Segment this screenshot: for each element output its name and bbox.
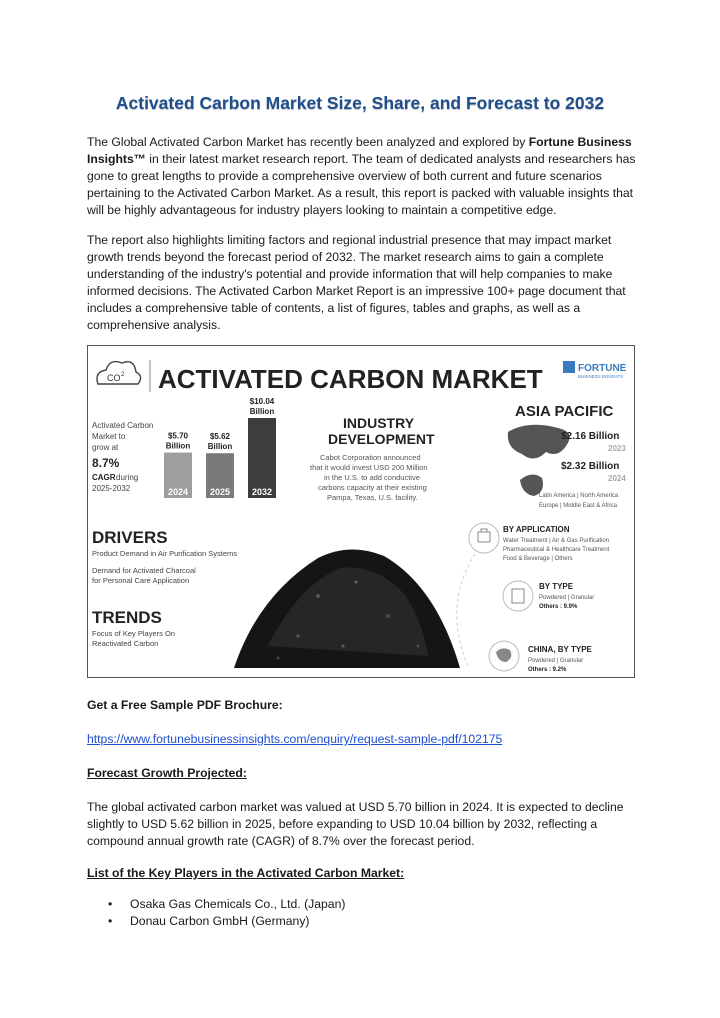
sample-label: Get a Free Sample PDF Brochure: xyxy=(87,698,283,712)
trends-title: TRENDS xyxy=(92,608,162,627)
growth-line-3: grow at xyxy=(92,443,119,452)
trends-item-2: Reactivated Carbon xyxy=(92,639,159,648)
application-item-1: Water Treatment | Air & Gas Purification xyxy=(503,538,610,544)
sample-pdf-link[interactable]: https://www.fortunebusinessinsights.com/enquiry/request-sample-pdf/102175 xyxy=(87,732,503,746)
bar-year-label: 2032 xyxy=(251,487,273,497)
bar-unit-label: Billion xyxy=(207,442,233,452)
industry-title-2: DEVELOPMENT xyxy=(328,431,435,447)
bar-unit-label: Billion xyxy=(165,441,191,451)
drivers-item-2a: Demand for Activated Charcoal xyxy=(92,566,196,575)
region-title: ASIA PACIFIC xyxy=(515,403,614,420)
drivers-item-2b: for Personal Care Application xyxy=(92,576,190,585)
china-title: CHINA, BY TYPE xyxy=(528,645,592,654)
type-title: BY TYPE xyxy=(539,582,574,591)
type-segment xyxy=(503,581,594,611)
type-item-2: Others : 9.9% xyxy=(539,604,578,610)
page-title: Activated Carbon Market Size, Share, and Forecast to 2032 xyxy=(115,93,605,113)
cagr-label: CAGR xyxy=(92,473,116,482)
intro-paragraph-1 xyxy=(87,134,637,219)
china-segment xyxy=(489,641,593,673)
growth-line-2: Market to xyxy=(92,432,126,441)
intro-text-b: in their latest market research report. The team of dedicated analysts and researchers has gone to great lengths to provide a comprehensive overview of both current and future scenarios pertaining to the Activated Carbon Market. As a result, this report is packed with valuable insights that will be highly advantageous for industry players looking to maintain a competitive edge. xyxy=(87,152,636,217)
industry-text-2: that it would invest USD 200 Million xyxy=(310,463,428,472)
forecast-label: Forecast Growth Projected: xyxy=(87,766,247,780)
industry-text-1: Cabot Corporation announced xyxy=(320,453,421,462)
market-infographic xyxy=(87,345,635,678)
publisher-name: Fortune Business Insights™ xyxy=(87,135,632,166)
players-label: List of the Key Players in the Activated Carbon Market: xyxy=(87,866,405,880)
co2-sub: 2 xyxy=(121,372,125,378)
china-item-2: Others : 9.2% xyxy=(528,667,567,673)
bar-value-label: $10.04 xyxy=(249,397,275,406)
bar-value-label: $5.70 xyxy=(167,431,189,441)
china-item-1: Powdered | Granular xyxy=(528,658,584,664)
intro-text-a: The Global Activated Carbon Market has recently been analyzed and explored by xyxy=(87,135,529,149)
application-item-2: Pharmaceutical & Healthcare Treatment xyxy=(503,547,610,553)
region-year-2: 2024 xyxy=(608,474,626,483)
industry-text-3: in the U.S. to add conductive xyxy=(324,473,420,482)
cagr-value: 8.7% xyxy=(92,456,120,470)
type-item-1: Powdered | Granular xyxy=(539,595,595,601)
industry-text-4: carbons capacity at their existing xyxy=(318,483,427,492)
infographic-heading: ACTIVATED CARBON MARKET xyxy=(158,364,543,394)
application-item-3: Food & Beverage | Others xyxy=(503,556,573,562)
list-item: • Osaka Gas Chemicals Co., Ltd. (Japan) xyxy=(108,896,345,913)
bar-2032 xyxy=(248,418,276,498)
bar-unit-label: Billion xyxy=(249,407,275,416)
application-segment xyxy=(469,523,610,562)
application-title: BY APPLICATION xyxy=(503,525,570,534)
bar-value-label: $5.62 xyxy=(209,432,231,442)
region-value-2: $2.32 Billion xyxy=(561,461,620,472)
co2-icon xyxy=(97,362,141,384)
players-list xyxy=(108,896,345,930)
region-value-1: $2.16 Billion xyxy=(561,431,620,442)
activated-carbon-pile-image xyxy=(234,549,460,668)
cagr-during: during xyxy=(116,473,139,482)
intro-paragraph-2: The report also highlights limiting factors and regional industrial presence that may impact market growth trends beyond the forecast period of 2032. The market research aims to gain a complete understanding of the industry's potential and provide information that will help companies to make informed decisions. The Activated Carbon Market Report is an impressive 100+ page document that includes a comprehensive table of contents, a list of figures, tables and graphs, as well as a comprehensive analysis. xyxy=(87,233,626,332)
brand-subtitle: BUSINESS INSIGHTS xyxy=(578,374,624,379)
trends-item-1: Focus of Key Players On xyxy=(92,629,175,638)
growth-summary xyxy=(92,421,153,493)
bar-year-label: 2024 xyxy=(167,487,189,497)
cagr-period: 2025-2032 xyxy=(92,484,131,493)
region-year-1: 2023 xyxy=(608,444,626,453)
market-bar-chart xyxy=(164,397,276,498)
drivers-title: DRIVERS xyxy=(92,528,168,547)
drivers-item-1: Product Demand in Air Purification Systems xyxy=(92,549,238,558)
industry-text-5: Pampa, Texas, U.S. facility. xyxy=(327,493,418,502)
list-item: • Donau Carbon GmbH (Germany) xyxy=(108,913,345,930)
region-others-1: Latin America | North America xyxy=(539,493,619,499)
growth-line-1: Activated Carbon xyxy=(92,421,154,430)
co2-text: CO xyxy=(107,373,121,383)
fortune-logo xyxy=(563,361,627,379)
brand-name: FORTUNE xyxy=(578,363,627,374)
region-others-2: Europe | Middle East & Africa xyxy=(539,503,617,509)
bar-year-label: 2025 xyxy=(209,487,231,497)
industry-title-1: INDUSTRY xyxy=(343,415,415,431)
forecast-paragraph: The global activated carbon market was valued at USD 5.70 billion in 2024. It is expected to decline slightly to USD 5.62 billion in 2025, before expanding to USD 10.04 billion by 2032, reflecting a compound annual growth rate (CAGR) of 8.7% over the forecast period. xyxy=(87,800,624,848)
